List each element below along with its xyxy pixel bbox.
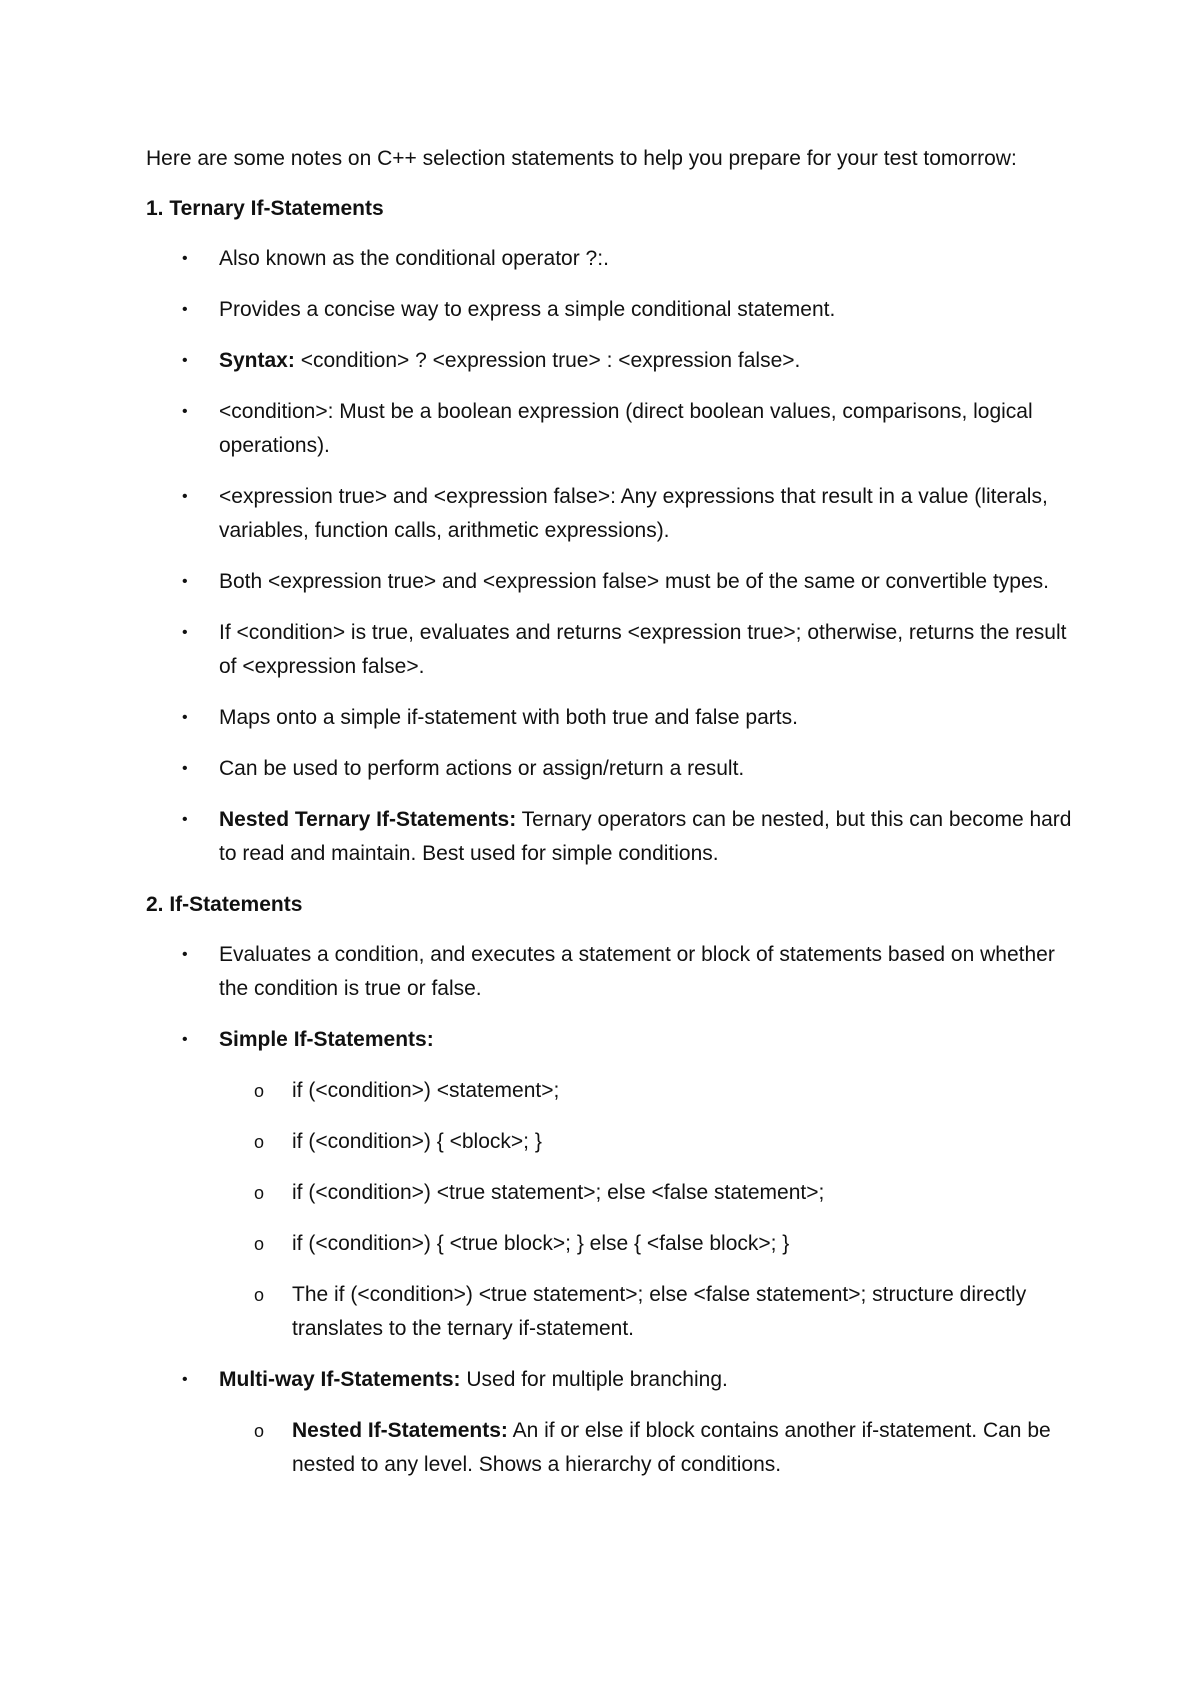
bullet-icon: • (182, 811, 188, 828)
list-item: • If <condition> is true, evaluates and returns <expression true>; otherwise, returns the result of <expression false>. (146, 616, 1076, 684)
list-item: • Evaluates a condition, and executes a statement or block of statements based on whether the condition is true or false. (146, 938, 1076, 1006)
list-item: • Syntax: <condition> ? <expression true> : <expression false>. (146, 344, 1076, 378)
bullet-icon: • (182, 573, 188, 590)
bullet-icon: • (182, 760, 188, 777)
list-item: • Both <expression true> and <expression false> must be of the same or convertible types. (146, 565, 1076, 599)
list-item: • <expression true> and <expression false>: Any expressions that result in a value (literals, variables, function calls, arithmetic expressions). (146, 480, 1076, 548)
section-heading-ternary: 1. Ternary If-Statements (146, 197, 384, 220)
list-item: • Multi-way If-Statements: Used for multiple branching. o Nested If-Statements: An if or else if block contains another if-statement. Can be nested to any level. Shows a hierarchy of conditions. (146, 1363, 1076, 1482)
bullet-icon: • (182, 352, 188, 369)
sub-bullet-icon: o (254, 1421, 265, 1441)
list-item: • Can be used to perform actions or assign/return a result. (146, 752, 1076, 786)
sub-list-item: o The if (<condition>) <true statement>; else <false statement>; structure directly translates to the ternary if-statement. (219, 1278, 1076, 1346)
simple-if-sublist (219, 1074, 1076, 1346)
sub-list-item: o Nested If-Statements: An if or else if block contains another if-statement. Can be nested to any level. Shows a hierarchy of conditions. (219, 1414, 1076, 1482)
if-bullet-list (146, 938, 1076, 1482)
list-item: • <condition>: Must be a boolean expression (direct boolean values, comparisons, logical operations). (146, 395, 1076, 463)
list-item: • Nested Ternary If-Statements: Ternary operators can be nested, but this can become hard to read and maintain. Best used for simple conditions. (146, 803, 1076, 871)
bullet-icon: • (182, 1371, 188, 1388)
sub-bullet-icon: o (254, 1132, 265, 1152)
bullet-icon: • (182, 250, 188, 267)
bullet-icon: • (182, 488, 188, 505)
list-item: • Simple If-Statements: o if (<condition>) <statement>; o if (<condition>) { <block>; } o if (<condition>) <true statement>; else <false statement>; o if (<condition>) { <true block>; } else { <false block>; } o The if (<condition>) <true statement>; else <false statement>; structure directly translates to the ternary if-statement. (146, 1023, 1076, 1346)
multiway-if-sublist (219, 1414, 1076, 1482)
sub-list-item: o if (<condition>) <true statement>; else <false statement>; (219, 1176, 1076, 1210)
ternary-bullet-list (146, 242, 1076, 871)
bullet-icon: • (182, 301, 188, 318)
bullet-icon: • (182, 403, 188, 420)
list-item: • Also known as the conditional operator ?:. (146, 242, 1076, 276)
sub-list-item: o if (<condition>) <statement>; (219, 1074, 1076, 1108)
sub-list-item: o if (<condition>) { <block>; } (219, 1125, 1076, 1159)
bullet-icon: • (182, 1031, 188, 1048)
sub-bullet-icon: o (254, 1183, 265, 1203)
sub-bullet-icon: o (254, 1081, 265, 1101)
document-page (146, 142, 1076, 1499)
sub-bullet-icon: o (254, 1285, 265, 1305)
bullet-icon: • (182, 709, 188, 726)
list-item: • Maps onto a simple if-statement with both true and false parts. (146, 701, 1076, 735)
intro-paragraph: Here are some notes on C++ selection statements to help you prepare for your test tomorrow: (146, 147, 1017, 170)
section-heading-if: 2. If-Statements (146, 893, 303, 916)
sub-bullet-icon: o (254, 1234, 265, 1254)
list-item: • Provides a concise way to express a simple conditional statement. (146, 293, 1076, 327)
bullet-icon: • (182, 946, 188, 963)
sub-list-item: o if (<condition>) { <true block>; } else { <false block>; } (219, 1227, 1076, 1261)
bullet-icon: • (182, 624, 188, 641)
